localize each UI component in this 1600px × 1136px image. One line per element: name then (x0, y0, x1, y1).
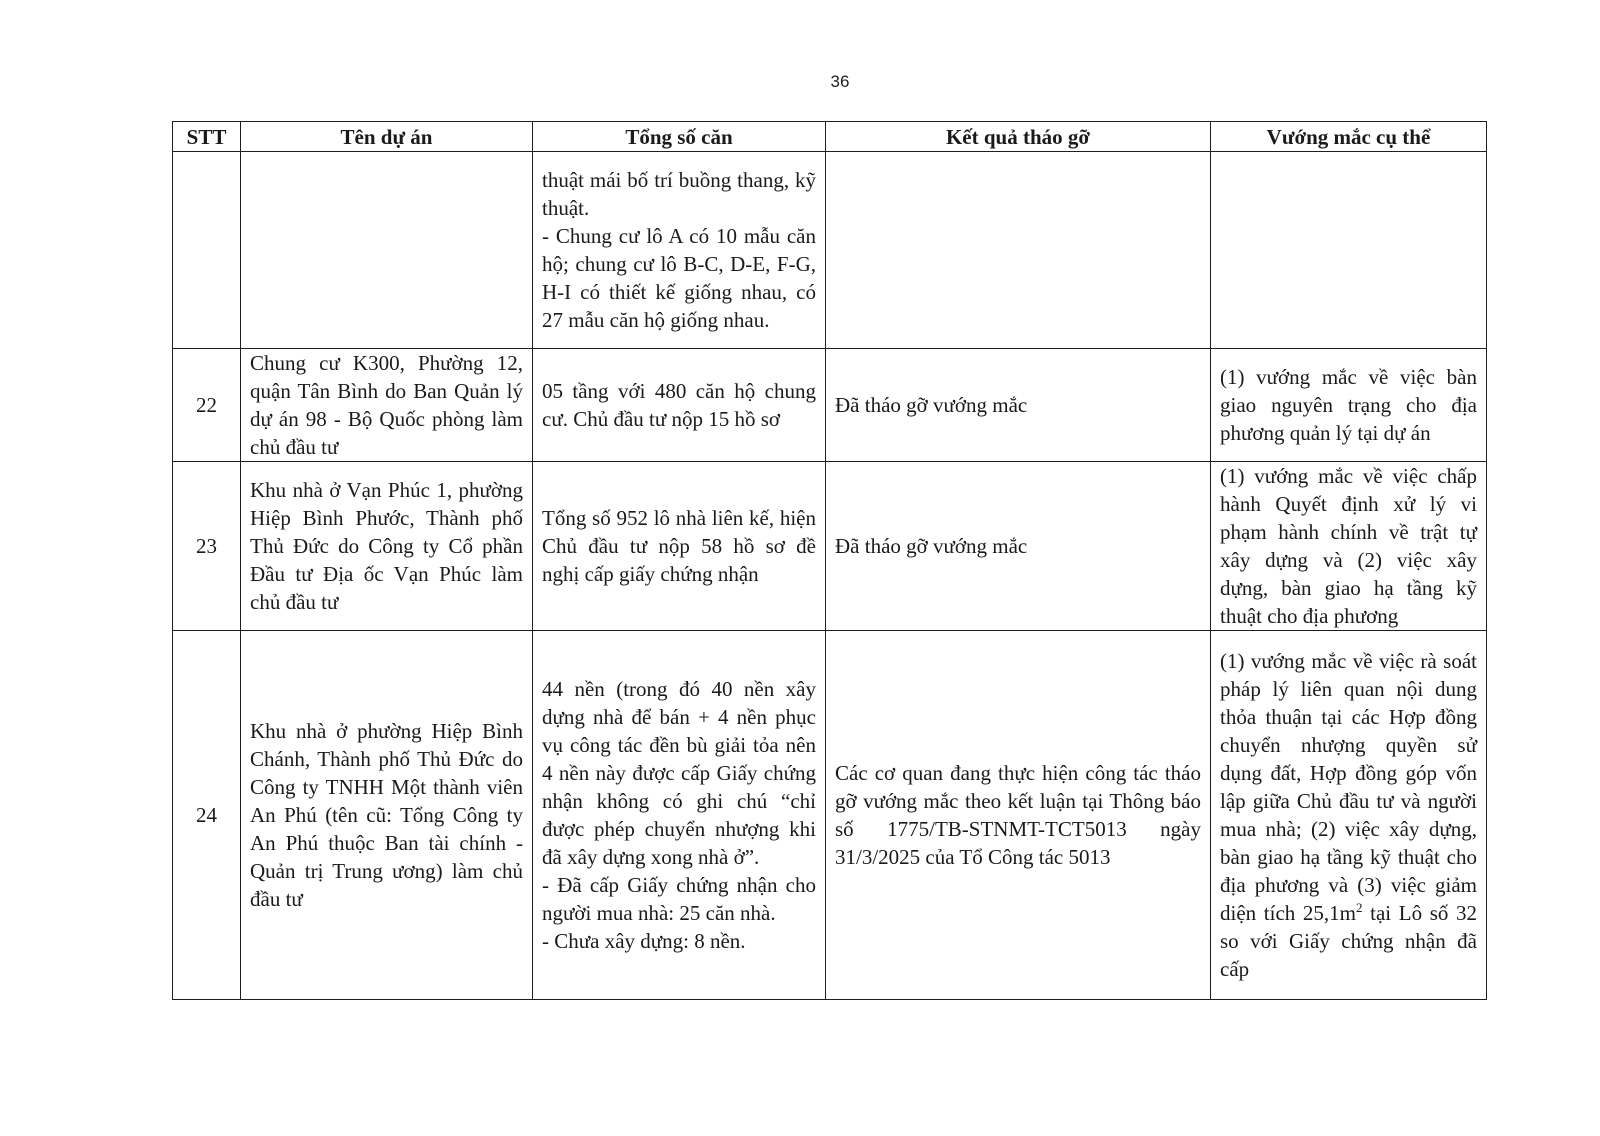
units-line: 44 nền (trong đó 40 nền xây dựng nhà để bán + 4 nền phục vụ công tác đền bù giải tỏa nên 4 nền này được cấp Giấy chứng nhận không có ghi chú “chỉ được phép chuyển nhượng khi đã xây dựng xong nhà ở”. (542, 677, 816, 869)
cell-stt: 23 (173, 462, 241, 631)
cell-total-units (533, 349, 826, 462)
cell-stt: 22 (173, 349, 241, 462)
cell-total-units (533, 152, 826, 349)
cell-specific-issues (1211, 631, 1487, 1000)
header-project-name: Tên dự án (241, 122, 533, 152)
table-row (173, 152, 1487, 349)
issues-text: tại Lô số 32 so với Giấy chứng nhận đã cấp (1220, 901, 1478, 981)
table-row (173, 631, 1487, 1000)
units-line: 05 tầng với 480 căn hộ chung cư. Chủ đầu tư nộp 15 hồ sơ (542, 379, 816, 431)
page-number: 36 (830, 72, 850, 91)
cell-project-name: Khu nhà ở phường Hiệp Bình Chánh, Thành phố Thủ Đức do Công ty TNHH Một thành viên An Phú (tên cũ: Tổng Công ty An Phú thuộc Ban tài chính - Quản trị Trung ương) làm chủ đầu tư (241, 631, 533, 1000)
cell-resolution-result (826, 152, 1211, 349)
cell-resolution-result: Đã tháo gỡ vướng mắc (826, 462, 1211, 631)
cell-project-name: Chung cư K300, Phường 12, quận Tân Bình do Ban Quản lý dự án 98 - Bộ Quốc phòng làm chủ đầu tư (241, 349, 533, 462)
units-line: - Chung cư lô A có 10 mẫu căn hộ; chung cư lô B-C, D-E, F-G, H-I có thiết kế giống nhau, có 27 mẫu căn hộ giống nhau. (542, 224, 816, 332)
units-line: - Chưa xây dựng: 8 nền. (542, 929, 746, 953)
table-row (173, 349, 1487, 462)
cell-specific-issues (1211, 152, 1487, 349)
cell-resolution-result: Các cơ quan đang thực hiện công tác tháo gỡ vướng mắc theo kết luận tại Thông báo số 1775/TB-STNMT-TCT5013 ngày 31/3/2025 của Tổ Công tác 5013 (826, 631, 1211, 1000)
table-header-row (173, 122, 1487, 152)
header-stt: STT (173, 122, 241, 152)
projects-table (172, 121, 1487, 1000)
cell-stt (173, 152, 241, 349)
cell-specific-issues: (1) vướng mắc về việc chấp hành Quyết định xử lý vi phạm hành chính về trật tự xây dựng và (2) việc xây dựng, bàn giao hạ tầng kỹ thuật cho địa phương (1211, 462, 1487, 631)
header-specific-issues: Vướng mắc cụ thể (1211, 122, 1487, 152)
units-line: thuật mái bố trí buồng thang, kỹ thuật. (542, 168, 816, 220)
header-total-units: Tổng số căn (533, 122, 826, 152)
cell-resolution-result: Đã tháo gỡ vướng mắc (826, 349, 1211, 462)
cell-total-units (533, 631, 826, 1000)
units-line: Tổng số 952 lô nhà liên kế, hiện Chủ đầu tư nộp 58 hồ sơ đề nghị cấp giấy chứng nhận (542, 506, 816, 586)
cell-project-name: Khu nhà ở Vạn Phúc 1, phường Hiệp Bình Phước, Thành phố Thủ Đức do Công ty Cổ phần Đầu tư Địa ốc Vạn Phúc làm chủ đầu tư (241, 462, 533, 631)
table-row (173, 462, 1487, 631)
cell-total-units (533, 462, 826, 631)
cell-stt: 24 (173, 631, 241, 1000)
cell-project-name (241, 152, 533, 349)
cell-specific-issues: (1) vướng mắc về việc bàn giao nguyên trạng cho địa phương quản lý tại dự án (1211, 349, 1487, 462)
superscript-2: 2 (1356, 900, 1363, 915)
issues-text: (1) vướng mắc về việc rà soát pháp lý liên quan nội dung thỏa thuận tại các Hợp đồng chuyển nhượng quyền sử dụng đất, Hợp đồng góp vốn lập giữa Chủ đầu tư và người mua nhà; (2) việc xây dựng, bàn giao hạ tầng kỹ thuật cho địa phương và (3) việc giảm diện tích 25,1m (1220, 649, 1477, 925)
units-line: - Đã cấp Giấy chứng nhận cho người mua nhà: 25 căn nhà. (542, 873, 816, 925)
header-resolution-result: Kết quả tháo gỡ (826, 122, 1211, 152)
